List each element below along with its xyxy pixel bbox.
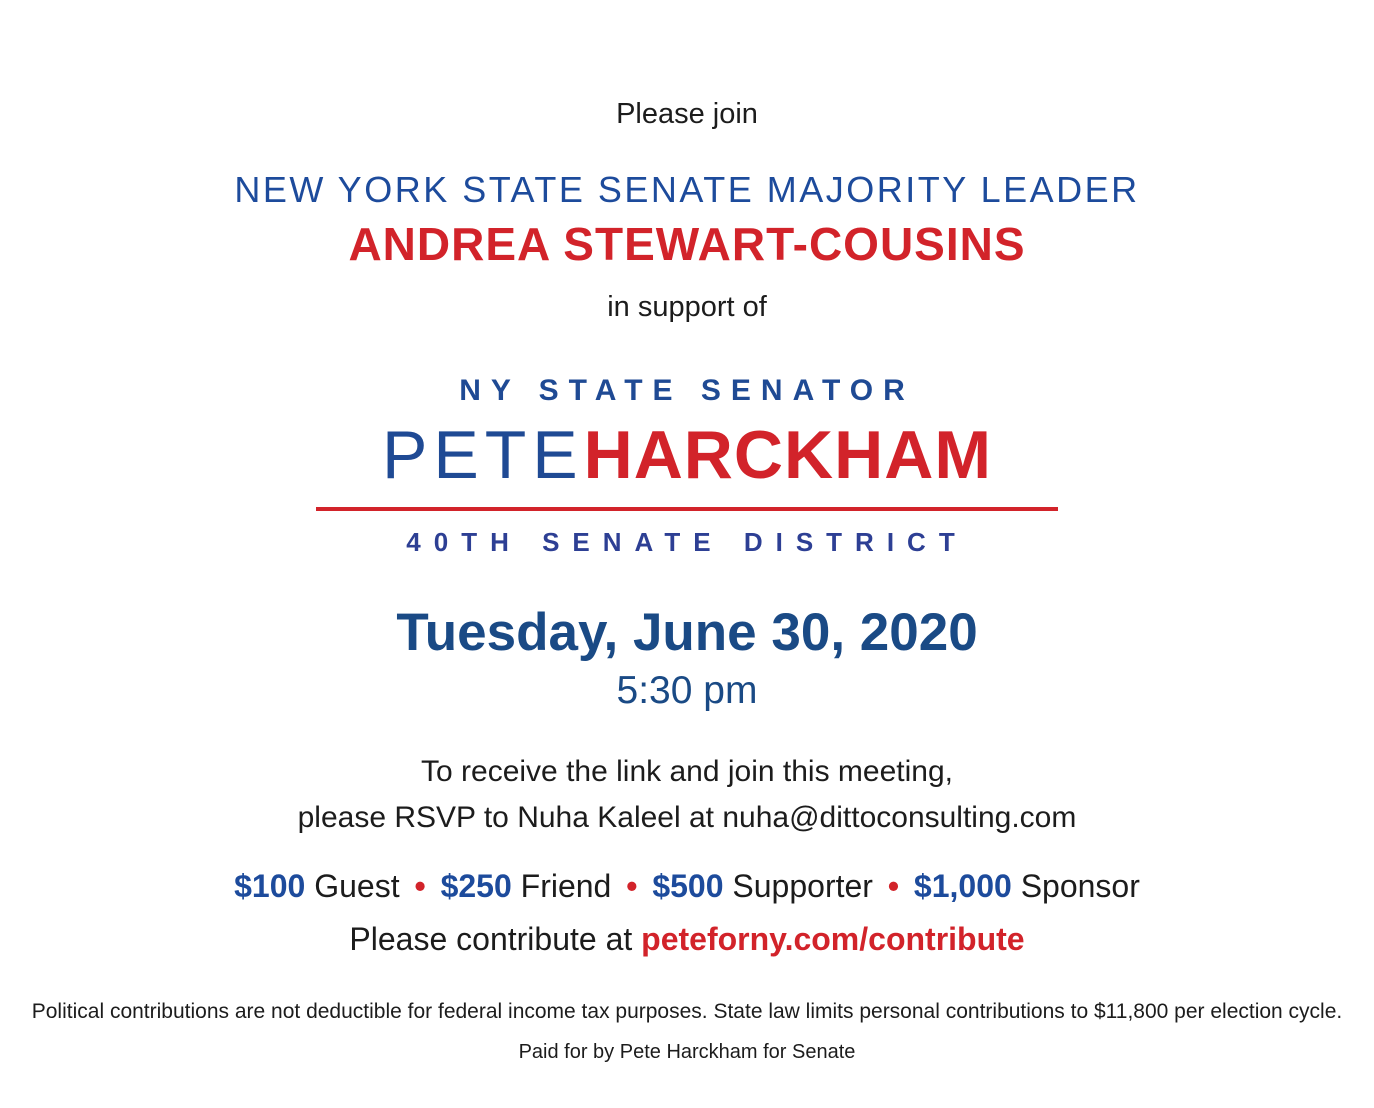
tier-label-friend: Friend — [520, 867, 612, 904]
logo-first-name: PETE — [381, 417, 584, 493]
tier-label-guest: Guest — [314, 867, 400, 904]
rsvp-email[interactable]: nuha@dittoconsulting.com — [722, 801, 1077, 835]
paid-for-text: Paid for by Pete Harckham for Senate — [518, 1040, 856, 1063]
rsvp-line2-prefix: please RSVP to Nuha Kaleel at — [297, 801, 715, 835]
intro-line: Please join — [616, 98, 758, 130]
rsvp-line1: To receive the link and join this meeting, — [421, 754, 953, 788]
tier-amount-supporter: $500 — [652, 867, 724, 904]
support-line: in support of — [607, 291, 767, 323]
tier-amount-friend: $250 — [440, 867, 512, 904]
rsvp-line2 — [0, 795, 1374, 842]
logo-divider-line — [316, 507, 1058, 511]
contribute-prefix: Please contribute at — [349, 920, 633, 957]
host-name: ANDREA STEWART-COUSINS — [348, 218, 1026, 270]
bullet-separator-icon: • — [887, 867, 900, 904]
rsvp-block — [0, 749, 1374, 842]
logo-last-name: HARCKHAM — [583, 417, 992, 493]
tier-amount-sponsor: $1,000 — [913, 867, 1012, 904]
host-title: NEW YORK STATE SENATE MAJORITY LEADER — [234, 169, 1140, 210]
event-datetime — [0, 602, 1374, 713]
event-date: Tuesday, June 30, 2020 — [396, 602, 978, 662]
tier-label-supporter: Supporter — [732, 867, 873, 904]
bullet-separator-icon: • — [414, 867, 426, 904]
contribute-link[interactable]: peteforny.com/contribute — [641, 920, 1025, 957]
candidate-logo — [0, 374, 1374, 558]
tier-amount-guest: $100 — [234, 867, 306, 904]
disclaimer-text: Political contributions are not deductible for federal income tax purposes. State law limits personal contributions to $11,800 per election cycle. — [31, 999, 1343, 1023]
tier-label-sponsor: Sponsor — [1020, 867, 1140, 904]
contribution-tiers — [0, 868, 1374, 905]
host-block — [0, 169, 1374, 271]
contribute-line — [0, 921, 1374, 958]
logo-name — [0, 418, 1374, 493]
event-time: 5:30 pm — [616, 668, 758, 712]
bullet-separator-icon: • — [626, 867, 638, 904]
logo-office: NY STATE SENATOR — [459, 374, 915, 407]
logo-district: 40TH SENATE DISTRICT — [406, 526, 968, 557]
